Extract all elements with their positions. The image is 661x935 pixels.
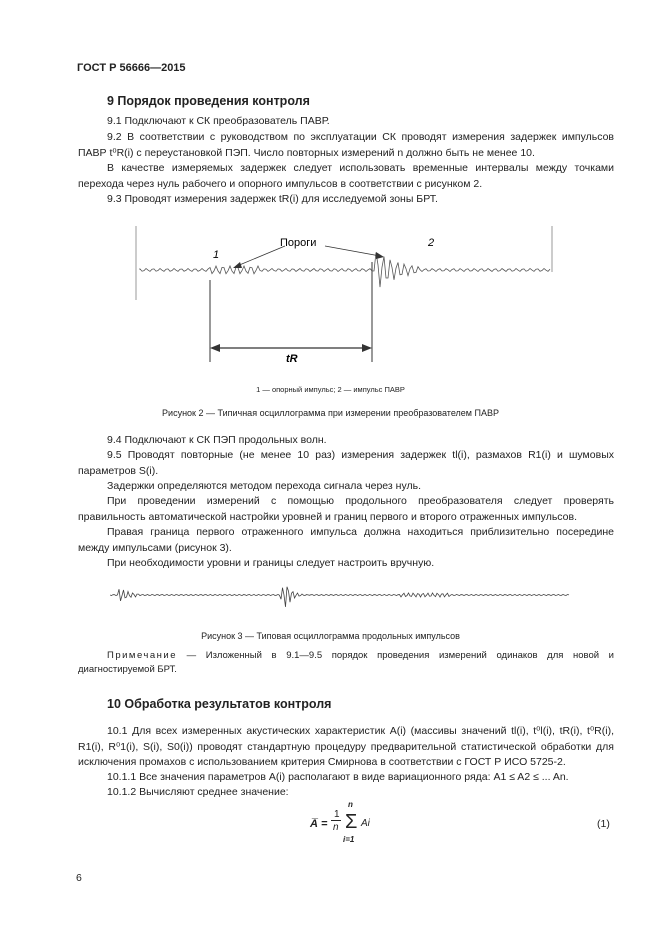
fig2-label-2: 2 (428, 237, 435, 249)
formula-denominator: n (333, 822, 339, 833)
formula-numerator: 1 (334, 809, 340, 820)
paragraph-9-4: 9.4 Подключают к СК ПЭП продольных волн. (107, 434, 327, 446)
page-number: 6 (76, 872, 82, 884)
formula-term: Ai (361, 818, 370, 829)
figure-2-caption: Рисунок 2 — Типичная осциллограмма при измерении преобразователем ПАВР (162, 408, 499, 418)
formula-fraction-bar (331, 820, 341, 821)
section-10-title: 10 Обработка результатов контроля (107, 697, 332, 711)
paragraph-9-3: 9.3 Проводят измерения задержек tR(i) для исследуемой зоны БРТ. (107, 193, 438, 205)
fig2-label-1: 1 (213, 249, 220, 261)
paragraph-10-1-2: 10.1.2 Вычисляют среднее значение: (107, 786, 289, 798)
note-block (78, 649, 614, 677)
paragraph-9-1: 9.1 Подключают к СК преобразователь ПАВР. (107, 115, 330, 127)
paragraph-9-2: 9.2 В соответствии с руководством по эксплуатации СК проводят измерения задержек импульсов ПАВР t⁰R(i) с переустановкой ПЭП. Число повторных измерений n должно быть не менее 10. (78, 131, 614, 159)
formula-sum-upper: n (348, 800, 353, 809)
formula-number: (1) (597, 818, 610, 830)
fig2-label-tR: tR (286, 353, 298, 365)
paragraph-right-boundary: Правая граница первого отраженного импульса должна находиться приблизительно посередине между импульсами (рисунок 3). (78, 526, 614, 554)
formula-lhs: A̅ = (310, 818, 328, 830)
paragraph-10-1-1: 10.1.1 Все значения параметров A(i) располагают в виде вариационного ряда: A1 ≤ A2 ≤ ... An. (107, 771, 569, 783)
paragraph-9-5: 9.5 Проводят повторные (не менее 10 раз) измерения задержек tl(i), размахов R1(i) и шумовых параметров S(i). (78, 449, 614, 477)
figure-3-caption: Рисунок 3 — Типовая осциллограмма продольных импульсов (201, 631, 460, 641)
figure-3-oscillogram (110, 570, 570, 620)
figure-2-oscillogram (120, 222, 560, 372)
paragraph-zero-crossing: Задержки определяются методом перехода сигнала через нуль. (107, 480, 421, 492)
note-text: — Изложенный в 9.1—9.5 порядок проведения измерений одинаков для новой и диагностируемой БРТ. (78, 650, 614, 675)
paragraph-9-2-cont: В качестве измеряемых задержек следует использовать временные интервалы между точками перехода через нуль рабочего и опорного импульсов в соответствии с рисунком 2. (78, 162, 614, 190)
section-9-title: 9 Порядок проведения контроля (107, 94, 310, 108)
document-header: ГОСТ Р 56666—2015 (77, 62, 186, 74)
paragraph-10-1: 10.1 Для всех измеренных акустических характеристик A(i) (массивы значений tl(i), t⁰l(i), tR(i), t⁰R(i), R1(i), R⁰1(i), S(i), S0(i)) проводят стандартную процедуру предварительной статистической обработки для исключения промахов с использованием критерия Смирнова в соответствии с ГОСТ Р ИСО 5725-2. (78, 725, 614, 768)
formula-1 (310, 800, 410, 846)
figure-2-legend: 1 — опорный импульс; 2 — импульс ПАВР (256, 385, 405, 394)
formula-sum-sign: Σ (345, 811, 358, 833)
formula-sum-lower: i=1 (343, 835, 355, 844)
paragraph-longitudinal-check: При проведении измерений с помощью продольного преобразователя следует проверять правильность автоматической настройки уровней и границ первого и второго отраженных импульсов. (78, 495, 614, 523)
paragraph-manual-setup: При необходимости уровни и границы следует настроить вручную. (107, 557, 435, 569)
note-label: Примечание (107, 650, 177, 661)
fig2-label-thresholds: Пороги (280, 237, 317, 249)
